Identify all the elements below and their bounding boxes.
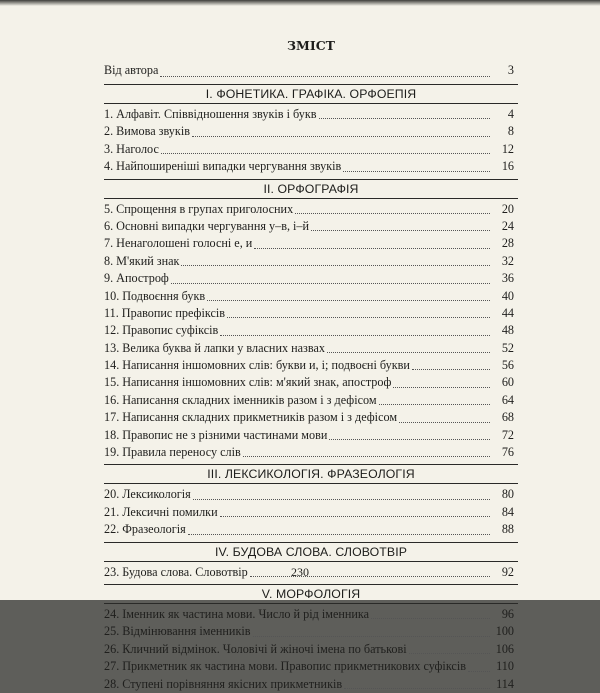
toc-entry-number: 9. xyxy=(104,271,114,286)
page-title: ЗМІСТ xyxy=(287,38,335,53)
toc-entry-number: 26. xyxy=(104,641,120,656)
toc-entry-number: 11. xyxy=(104,305,119,320)
dot-leader xyxy=(193,498,490,500)
toc-entry-text: Лексикологія xyxy=(122,487,191,502)
dot-leader xyxy=(319,117,490,119)
toc-entry-text: Правопис суфіксів xyxy=(122,323,219,338)
dot-leader xyxy=(409,652,490,654)
toc-entry xyxy=(104,106,518,123)
toc-entry-text: Велика буква й лапки у власних назвах xyxy=(122,340,325,355)
toc-entry-number: 1. xyxy=(104,106,114,121)
toc-entry-page: 16 xyxy=(501,159,514,174)
toc-entry xyxy=(104,270,518,287)
toc-entry xyxy=(104,641,518,658)
toc-entry-number: 18. xyxy=(104,427,120,442)
toc-entry-page: 92 xyxy=(501,564,514,579)
dot-leader xyxy=(181,264,490,266)
toc-entry-number: 19. xyxy=(104,445,120,460)
dot-leader xyxy=(379,403,490,405)
dot-leader xyxy=(243,455,490,457)
toc-entry xyxy=(104,374,518,391)
toc-entry xyxy=(104,676,518,693)
dot-leader xyxy=(188,533,490,535)
section-heading: IV. БУДОВА СЛОВА. СЛОВОТВІР xyxy=(104,542,518,562)
toc-sections xyxy=(104,84,518,693)
toc-entry-text: Будова слова. Словотвір xyxy=(122,564,248,579)
toc-entry xyxy=(104,201,518,218)
toc-entry-page: 114 xyxy=(496,676,514,691)
toc-entry xyxy=(104,218,518,235)
dot-leader xyxy=(344,687,490,689)
dot-leader xyxy=(327,351,490,353)
toc-entry-page: 72 xyxy=(501,427,514,442)
toc-entry xyxy=(104,158,518,175)
toc-entry xyxy=(104,253,518,270)
toc-entry xyxy=(104,322,518,339)
toc-entry-text: Ненаголошені голосні е, и xyxy=(116,236,253,251)
toc-entry-number: 23. xyxy=(104,564,120,579)
dot-leader xyxy=(393,386,490,388)
dot-leader xyxy=(220,515,490,517)
dot-leader xyxy=(329,438,490,440)
toc-entry xyxy=(104,235,518,252)
section-heading: III. ЛЕКСИКОЛОГІЯ. ФРАЗЕОЛОГІЯ xyxy=(104,464,518,484)
dot-leader xyxy=(399,421,490,423)
toc-entry-text: Іменник як частина мови. Число й рід іменника xyxy=(122,606,370,621)
toc-entry-number: 21. xyxy=(104,504,120,519)
toc-entry xyxy=(104,409,518,426)
toc-entry-text: Правопис префіксів xyxy=(121,305,225,320)
toc-entry-number: 17. xyxy=(104,410,120,425)
toc-entry-number: 15. xyxy=(104,375,120,390)
toc-entry-number: 25. xyxy=(104,624,120,639)
toc-entry xyxy=(104,288,518,305)
toc-entry xyxy=(104,305,518,322)
dot-leader xyxy=(311,229,490,231)
toc-entry-number: 16. xyxy=(104,392,120,407)
toc-entry-text: Правила переносу слів xyxy=(122,445,241,460)
toc-entry-number: 8. xyxy=(104,253,114,268)
toc-entry-number: 20. xyxy=(104,487,120,502)
toc-entry-page: 40 xyxy=(501,288,514,303)
toc-entry-text: Написання складних іменників разом і з дефісом xyxy=(122,392,377,407)
toc-entry-page: 80 xyxy=(501,487,514,502)
toc-entry-page: 36 xyxy=(501,271,514,286)
toc-entry-text: Написання іншомовних слів: букви и, і; подвоєні букви xyxy=(122,358,410,373)
toc-entry-number: 28. xyxy=(104,676,120,691)
toc-entry-text: М'який знак xyxy=(116,253,180,268)
toc-entry-number: 2. xyxy=(104,124,114,139)
toc-entry-page: 28 xyxy=(501,236,514,251)
section-heading: I. ФОНЕТИКА. ГРАФІКА. ОРФОЕПІЯ xyxy=(104,84,518,104)
toc-entry-number: 5. xyxy=(104,201,114,216)
toc-entry xyxy=(104,486,518,503)
toc-entry xyxy=(104,123,518,140)
dot-leader xyxy=(295,212,490,214)
dot-leader xyxy=(171,282,490,284)
toc-entry xyxy=(104,504,518,521)
toc-entry-number: 3. xyxy=(104,141,114,156)
toc-entry-text: Кличний відмінок. Чоловічі й жіночі імена по батькові xyxy=(122,641,407,656)
dot-leader xyxy=(161,152,490,154)
toc-entry-page: 8 xyxy=(507,124,514,139)
toc-entry-text: Найпоширеніші випадки чергування звуків xyxy=(116,159,342,174)
toc-entry-page: 52 xyxy=(501,340,514,355)
toc-entry-number: 22. xyxy=(104,522,120,537)
toc-entry-number: 4. xyxy=(104,159,114,174)
toc-entry-number: 27. xyxy=(104,659,120,674)
toc-entry-page: 106 xyxy=(495,641,514,656)
toc-entry-text: Написання складних прикметників разом і з дефісом xyxy=(122,410,398,425)
dot-leader xyxy=(254,247,490,249)
dot-leader xyxy=(371,617,490,619)
dot-leader xyxy=(227,316,490,318)
toc-entry-number: 12. xyxy=(104,323,120,338)
toc-entry-page: 76 xyxy=(501,445,514,460)
toc-entry xyxy=(104,606,518,623)
toc-entry xyxy=(104,357,518,374)
dot-leader xyxy=(220,334,490,336)
toc-entry-page: 44 xyxy=(501,305,514,320)
toc-entry-page: 88 xyxy=(501,522,514,537)
toc-entry xyxy=(104,521,518,538)
toc-entry-page: 32 xyxy=(501,253,514,268)
toc-entry-text: Ступені порівняння якісних прикметників xyxy=(122,676,343,691)
dot-leader xyxy=(207,299,490,301)
toc-entry-text: Спрощення в групах приголосних xyxy=(116,201,294,216)
toc-entry-author xyxy=(104,59,518,81)
toc-entry-number: 6. xyxy=(104,218,114,233)
dot-leader xyxy=(412,368,490,370)
toc-entry-page: 20 xyxy=(501,201,514,216)
toc-entry-text: Вимова звуків xyxy=(116,124,190,139)
toc-entry-text: Прикметник як частина мови. Правопис прикметникових суфіксів xyxy=(122,659,466,674)
toc-entry xyxy=(104,623,518,640)
toc-entry xyxy=(104,444,518,461)
toc-entry-page: 4 xyxy=(507,106,514,121)
dot-leader xyxy=(192,135,490,137)
toc-entry-number: 14. xyxy=(104,358,120,373)
section-heading: II. ОРФОГРАФІЯ xyxy=(104,179,518,199)
toc-entry-number: 7. xyxy=(104,236,114,251)
toc-entry-text: Наголос xyxy=(116,141,159,156)
toc-entry-page: 48 xyxy=(501,323,514,338)
dot-leader xyxy=(343,170,490,172)
toc-entry xyxy=(104,340,518,357)
section-heading: V. МОРФОЛОГІЯ xyxy=(104,584,518,604)
dot-leader xyxy=(468,670,490,672)
toc-entry xyxy=(104,141,518,158)
toc-entry-page: 24 xyxy=(501,218,514,233)
toc-entry-page: 3 xyxy=(507,63,514,77)
toc-entry-page: 110 xyxy=(496,659,514,674)
toc-entry-page: 100 xyxy=(495,624,514,639)
toc-entry-page: 60 xyxy=(501,375,514,390)
table-of-contents xyxy=(104,0,518,693)
toc-entry-text: Апостроф xyxy=(116,271,169,286)
toc-entry-number: 10. xyxy=(104,288,120,303)
toc-entry-page: 84 xyxy=(501,504,514,519)
toc-entry-number: 24. xyxy=(104,606,120,621)
toc-entry-text: Лексичні помилки xyxy=(122,504,218,519)
page-number: 230 xyxy=(291,565,309,579)
toc-entry-text: Написання іншомовних слів: м'який знак, апостроф xyxy=(122,375,392,390)
toc-entry xyxy=(104,427,518,444)
toc-entry xyxy=(104,658,518,675)
toc-entry-page: 56 xyxy=(501,358,514,373)
toc-entry-page: 68 xyxy=(501,410,514,425)
toc-entry-text: Відмінювання іменників xyxy=(122,624,251,639)
toc-entry-text: Правопис не з різними частинами мови xyxy=(122,427,328,442)
toc-entry-number: 13. xyxy=(104,340,120,355)
toc-entry-page: 12 xyxy=(501,141,514,156)
toc-entry-text: Алфавіт. Співвідношення звуків і букв xyxy=(116,106,317,121)
toc-entry-page: 64 xyxy=(501,392,514,407)
toc-entry-text: Основні випадки чергування у–в, і–й xyxy=(116,218,310,233)
toc-entry-page: 96 xyxy=(501,606,514,621)
toc-entry-text: Фразеологія xyxy=(122,522,186,537)
toc-entry-text: Від автора xyxy=(104,63,159,77)
toc-entry xyxy=(104,392,518,409)
dot-leader xyxy=(160,75,490,77)
dot-leader xyxy=(253,635,490,637)
toc-entry-text: Подвоєння букв xyxy=(122,288,206,303)
